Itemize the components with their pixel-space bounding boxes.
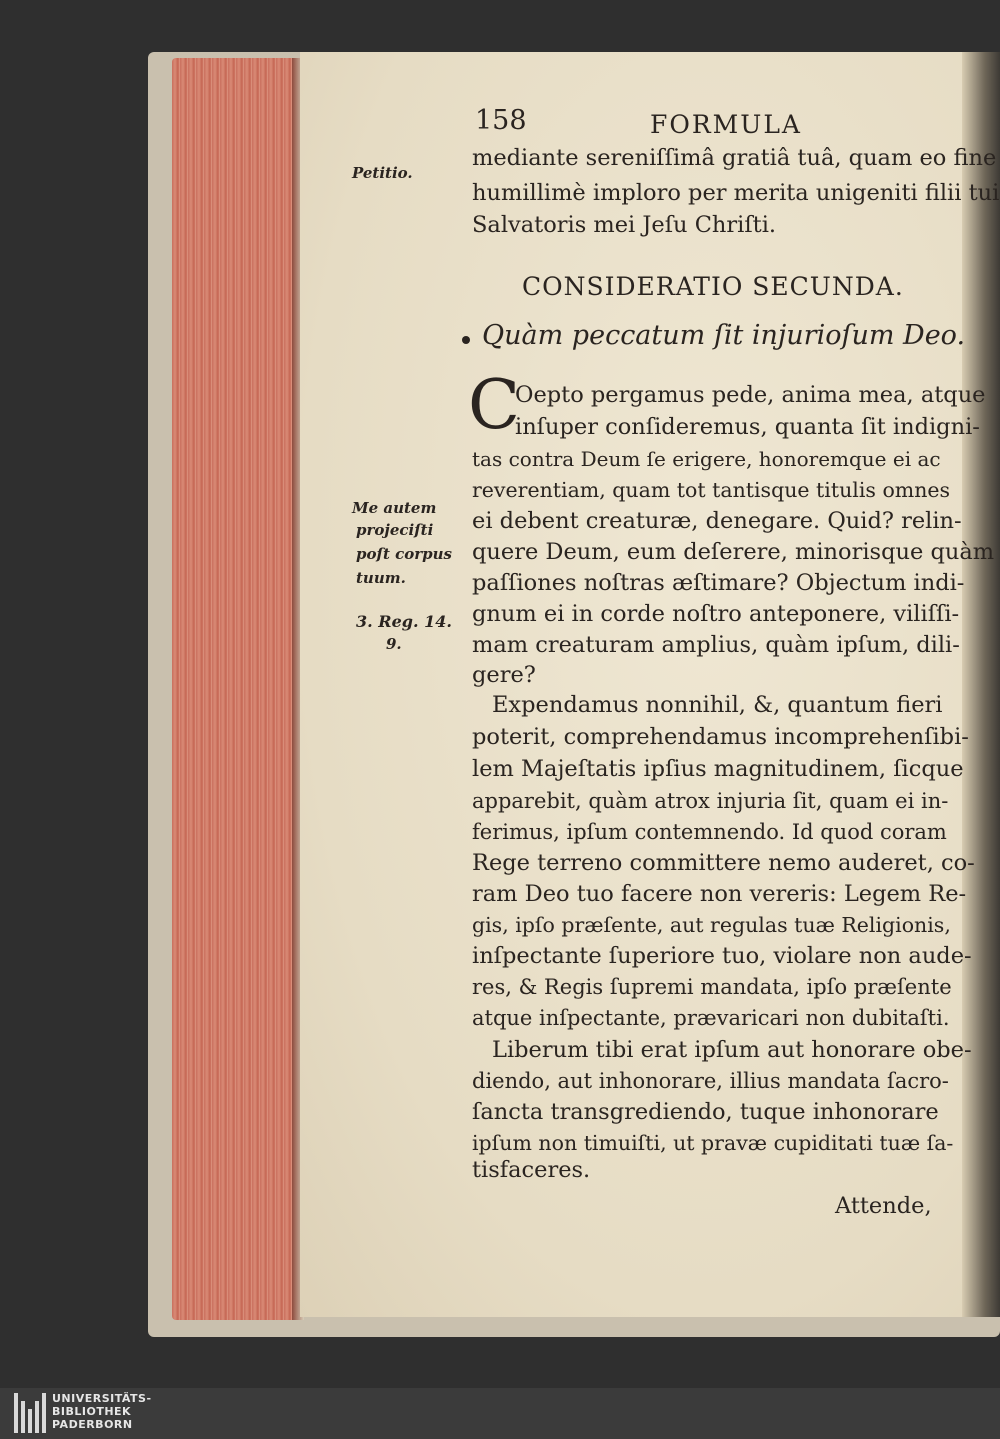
margin-note-petitio: Petitio. xyxy=(352,164,413,182)
text-line: reverentiam, quam tot tantisque titulis omnes xyxy=(472,478,951,502)
section-subheading: Quàm peccatum ſit injurioſum Deo. xyxy=(482,320,966,351)
logo-line: UNIVERSITÄTS- xyxy=(52,1392,152,1405)
text-line: ram Deo tuo facere non vereris: Legem Re- xyxy=(472,881,967,907)
margin-note-quote: poſt corpus xyxy=(356,545,452,563)
text-line: tisfaceres. xyxy=(472,1157,591,1183)
section-heading: CONSIDERATIO SECUNDA. xyxy=(522,272,904,301)
text-line: Salvatoris mei Jeſu Chriſti. xyxy=(472,212,777,238)
margin-note-reference: 9. xyxy=(386,635,402,653)
margin-note-quote: tuum. xyxy=(356,569,406,587)
text-line: inſuper conſideremus, quanta ſit indigni- xyxy=(515,414,980,440)
text-line: Liberum tibi erat ipſum aut honorare obe- xyxy=(492,1037,972,1063)
margin-note-reference: 3. Reg. 14. xyxy=(356,612,452,631)
text-line: poterit, comprehendamus incomprehenſibi- xyxy=(472,724,969,750)
running-head: FORMULA xyxy=(650,110,802,139)
logo-line: PADERBORN xyxy=(52,1418,133,1431)
page-number: 158 xyxy=(475,105,527,136)
text-line: Rege terreno committere nemo auderet, co- xyxy=(472,850,975,876)
logo-line: BIBLIOTHEK xyxy=(52,1405,132,1418)
margin-note-quote: Me autem xyxy=(352,499,437,517)
text-line: tas contra Deum ſe erigere, honoremque ei ac xyxy=(472,447,941,471)
text-line: ſancta transgrediendo, tuque inhonorare xyxy=(472,1099,939,1125)
text-line: gnum ei in corde noſtro anteponere, viliſſi- xyxy=(472,601,960,627)
text-line: diendo, aut inhonorare, illius mandata ſacro- xyxy=(472,1069,949,1093)
text-line: paſſiones noſtras æſtimare? Objectum indi- xyxy=(472,570,965,596)
text-line: gere? xyxy=(472,662,536,688)
gutter xyxy=(962,52,1000,1317)
margin-note-quote: projeciſti xyxy=(356,521,434,539)
text-line: quere Deum, eum deſerere, minorisque quàm xyxy=(472,539,995,565)
library-logo-icon xyxy=(14,1393,46,1433)
drop-cap: C xyxy=(468,366,521,445)
text-line: res, & Regis ſupremi mandata, ipſo præſente xyxy=(472,975,952,999)
text-line: ipſum non timuiſti, ut pravæ cupiditati tuæ ſa- xyxy=(472,1131,954,1155)
text-line: humillimè imploro per merita unigeniti filii tui xyxy=(472,180,1000,206)
text-line: lem Majeſtatis ipſius magnitudinem, ſicque xyxy=(472,756,964,782)
bullet-mark xyxy=(462,336,470,344)
text-line: atque inſpectante, prævaricari non dubitaſti. xyxy=(472,1006,950,1030)
text-line: Expendamus nonnihil, &, quantum fieri xyxy=(492,692,943,718)
text-line: gis, ipſo præſente, aut regulas tuæ Religionis, xyxy=(472,913,951,937)
text-line: ei debent creaturæ, denegare. Quid? relin- xyxy=(472,508,962,534)
library-logo-text xyxy=(52,1392,152,1431)
text-line: ferimus, ipſum contemnendo. Id quod coram xyxy=(472,820,947,844)
text-line: mediante sereniſſimâ gratiâ tuâ, quam eo fine xyxy=(472,145,997,171)
text-line: mam creaturam amplius, quàm ipſum, dili- xyxy=(472,632,960,658)
text-line: inſpectante ſuperiore tuo, violare non aude- xyxy=(472,943,972,969)
text-line: Oepto pergamus pede, anima mea, atque xyxy=(515,382,986,408)
text-line: apparebit, quàm atrox injuria ſit, quam ei in- xyxy=(472,789,949,813)
page-fore-edge xyxy=(172,58,300,1320)
catchword: Attende, xyxy=(835,1193,932,1219)
